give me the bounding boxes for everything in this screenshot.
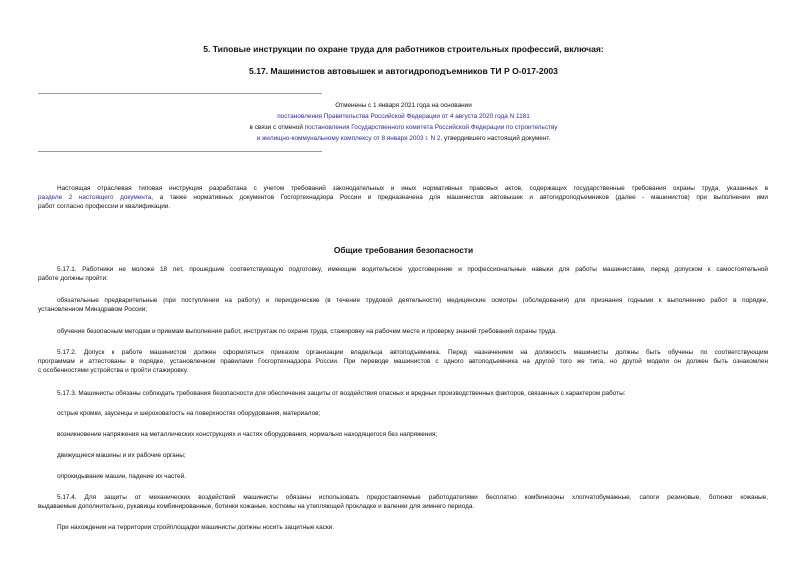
document-title: 5.17. Машинистов автовышек и автогидроподъемников ТИ Р О-017-2003: [249, 66, 558, 76]
notice-line-1: Отменены с 1 января 2021 года на основании: [335, 102, 472, 109]
para-5-17-3: 5.17.3. Машинисты обязаны соблюдать требования безопасности для обеспечения защиты от воздействия опасных и вредных производственных факторов, связанных с характером работы:: [57, 390, 626, 397]
para-training: обучение безопасным методам и приемам выполнения работ, инструктаж по охране труда, стажировку на рабочем месте и проверку знаний требований охраны труда.: [57, 328, 557, 335]
notice-line-4: и жилищно-коммунальному комплексу от 8 января 2003 г. N 2, утвердившего настоящий документ.: [256, 135, 551, 142]
hazard-voltage: возникновение напряжения на металлических конструкциях и частях оборудования, нормально находящегося без напряжения;: [57, 431, 438, 438]
notice-bottom-rule: [38, 151, 322, 152]
gosstroy-link[interactable]: постановления Государственного комитета Российской Федерации по строительству: [304, 124, 558, 131]
intro-line-2: разделе 2 настоящего документа, а также нормативных документов Госгортехнадзора России и предназначена для машинистов автовышек и автогидроподъемников (далее - машинистов) при выполнении ими: [38, 194, 768, 201]
decree-link-2020[interactable]: постановления Правительства Российской Федерации от 4 августа 2020 года N 1181: [277, 113, 530, 120]
intro-line-3: работ согласно профессии и квалификации.: [38, 203, 171, 210]
notice-line-3: в связи с отменой постановления Государственного комитета Российской Федерации по строительству: [249, 124, 558, 131]
section-2-link[interactable]: разделе 2 настоящего документа: [38, 194, 152, 201]
intro-paragraph: [38, 184, 768, 211]
notice-line-2: [0, 113, 807, 121]
intro-line-1: Настоящая отраслевая типовая инструкция разработана с учетом требований законодательных и иных нормативных правовых актов, содержащих государственные требования охраны труда, указанных в: [57, 185, 768, 192]
para-helmets: При нахождении на территории стройплощадки машинисты должны носить защитные каски.: [57, 524, 334, 531]
para-5-17-4: 5.17.4. Для защиты от механических воздействий машинисты обязаны использовать предоставляемые работодателями бесплатно комбинезоны хлопчатобумажные, сапоги резиновые, ботинки кожаные, выдаваемые дополнительно, рукавицы комбинированные, ботинки кожаные, костюмы на утепляющей прокладке и валенки для зимнего периода.: [38, 494, 768, 510]
notice-top-rule: [38, 93, 322, 94]
section-heading: Общие требования безопасности: [333, 245, 474, 255]
hazard-overturning: опрокидывание машин, падение их частей.: [57, 473, 186, 480]
para-5-17-2: 5.17.2. Допуск к работе машинистов должен оформляться приказом организации владельца автоподъемника. Перед назначением на должность машинисты должны быть обучены по соответствующим программам и аттестованы в порядке, установленном правилами Госгортехнадзора России. При переводе машинистов с одного автоподъемника на другой того же типа, но другой модели он должен быть ознакомлен с особенностями устройства и пройти стажировку.: [38, 349, 768, 374]
gosstroy-link-cont[interactable]: и жилищно-коммунальному комплексу от 8 января 2003 г. N 2: [256, 135, 441, 142]
section-title: 5. Типовые инструкции по охране труда для работников строительных профессий, включая:: [203, 44, 604, 54]
hazard-moving-machines: движущиеся машины и их рабочие органы;: [57, 452, 186, 459]
para-medical-exams: обязательные предварительные (при поступлении на работу) и периодические (в течение трудовой деятельности) медицинские осмотры (обследования) для признания годными к выполнению работ в порядке, установленном Минздравом России;: [38, 297, 768, 313]
hazard-sharp-edges: острые кромки, заусенцы и шероховатость на поверхностях оборудования, материалов;: [57, 410, 321, 417]
para-5-17-1: 5.17.1. Работники не моложе 18 лет, прошедшие соответствующую подготовку, имеющие водительское удостоверение и профессиональные навыки для работы машинистами, перед допуском к самостоятельной работе должны пройти:: [38, 266, 768, 282]
